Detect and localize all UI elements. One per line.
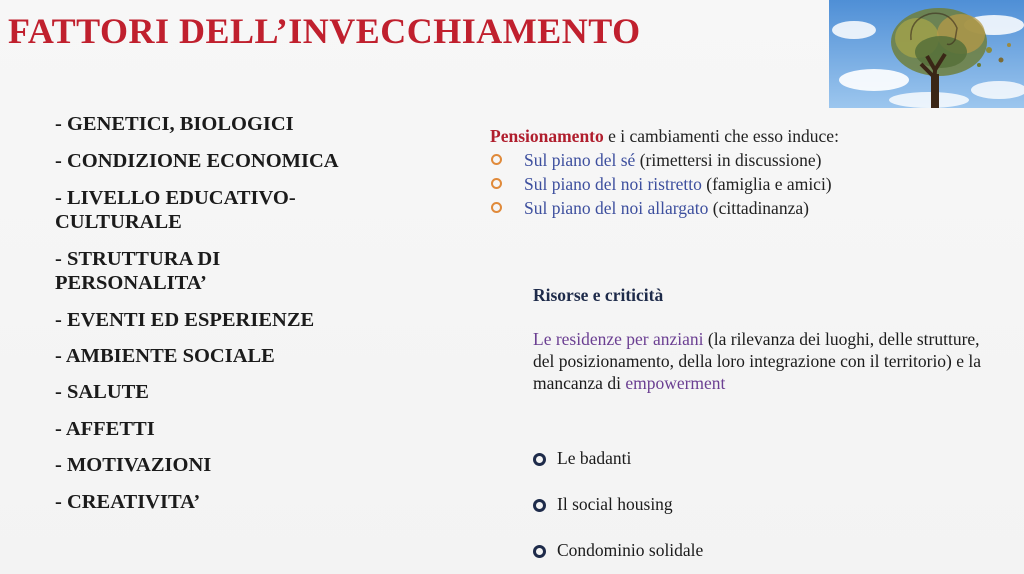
tree-head-illustration: [829, 0, 1024, 108]
factor-item: CULTURALE: [55, 211, 182, 233]
factor-item: - AFFETTI: [55, 418, 155, 440]
circle-bullet-icon: [491, 202, 502, 213]
pensionamento-heading: [490, 124, 1010, 148]
pensionamento-item-highlight: Sul piano del noi allargato: [524, 198, 709, 218]
factor-item: - LIVELLO EDUCATIVO-: [55, 187, 296, 209]
risorse-item-label: Il social housing: [557, 494, 673, 514]
pensionamento-item-rest: (famiglia e amici): [701, 174, 832, 194]
pensionamento-item-highlight: Sul piano del noi ristretto: [524, 174, 702, 194]
tree-head-image: [829, 0, 1024, 108]
risorse-paragraph: [533, 328, 993, 394]
risorse-item-label: Condominio solidale: [557, 540, 704, 560]
pensionamento-item: [490, 172, 1010, 196]
risorse-item: [533, 494, 673, 515]
factor-item: - GENETICI, BIOLOGICI: [55, 113, 294, 135]
factor-item: PERSONALITA’: [55, 272, 207, 294]
circle-bullet-icon: [491, 154, 502, 165]
pensionamento-heading-rest: e i cambiamenti che esso induce:: [603, 126, 839, 146]
circle-bullet-icon: [533, 545, 546, 558]
risorse-item-label: Le badanti: [557, 448, 632, 468]
slide-title: FATTORI DELL’INVECCHIAMENTO: [8, 11, 641, 51]
factor-item: - AMBIENTE SOCIALE: [55, 345, 275, 367]
factor-item: - SALUTE: [55, 381, 149, 403]
factor-item: - MOTIVAZIONI: [55, 454, 212, 476]
circle-bullet-icon: [533, 499, 546, 512]
risorse-paragraph-text: (la rilevanza dei luoghi, delle strutture, del posizionamento, della loro integrazione con il territorio) e la mancanza di: [533, 329, 982, 393]
factor-item: - EVENTI ED ESPERIENZE: [55, 309, 315, 331]
risorse-heading: Risorse e criticità: [533, 285, 664, 305]
pensionamento-item-highlight: Sul piano del sé: [524, 150, 636, 170]
risorse-highlight-empowerment: empowerment: [625, 373, 726, 393]
pensionamento-keyword: Pensionamento: [490, 126, 604, 146]
pensionamento-item-rest: (cittadinanza): [708, 198, 809, 218]
circle-bullet-icon: [533, 453, 546, 466]
risorse-item: [533, 540, 703, 561]
pensionamento-item: [490, 196, 1010, 220]
circle-bullet-icon: [491, 178, 502, 189]
pensionamento-list: [490, 148, 1010, 220]
factor-item: - CONDIZIONE ECONOMICA: [55, 150, 339, 172]
factor-item: - STRUTTURA DI: [55, 248, 221, 270]
factor-item: - CREATIVITA’: [55, 491, 201, 513]
pensionamento-item: [490, 148, 1010, 172]
pensionamento-section: [490, 124, 1010, 220]
risorse-section: [533, 284, 993, 394]
risorse-item: [533, 448, 631, 469]
risorse-highlight: Le residenze per anziani: [533, 329, 704, 349]
pensionamento-item-rest: (rimettersi in discussione): [635, 150, 822, 170]
